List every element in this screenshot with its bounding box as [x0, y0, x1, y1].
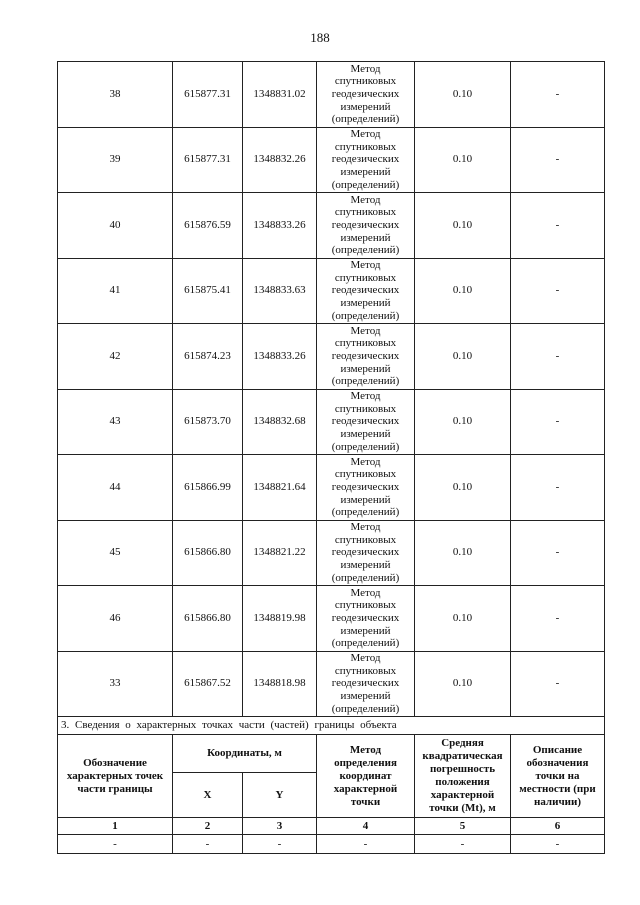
method-line: спутниковых — [334, 468, 397, 481]
point-cell: 38 — [58, 62, 173, 128]
method-line: измерений — [340, 166, 391, 179]
x-cell: 615874.23 — [173, 324, 243, 390]
mt-cell: 0.10 — [415, 651, 511, 717]
method-line: геодезических — [331, 87, 400, 100]
method-line: Метод — [350, 128, 381, 141]
empty-cell: - — [58, 835, 173, 854]
method-line: (определений) — [331, 506, 400, 519]
method-line: геодезических — [331, 415, 400, 428]
mt-cell: 0.10 — [415, 193, 511, 259]
mt-cell: 0.10 — [415, 520, 511, 586]
method-line: Метод — [350, 259, 381, 272]
method-line: спутниковых — [334, 140, 397, 153]
point-cell: 45 — [58, 520, 173, 586]
desc-cell: - — [511, 651, 605, 717]
section3-title-row — [58, 717, 605, 735]
method-cell — [317, 324, 415, 390]
x-cell: 615866.80 — [173, 586, 243, 652]
table-row — [58, 127, 605, 193]
point-cell: 41 — [58, 258, 173, 324]
method-line: Метод — [350, 521, 381, 534]
boundary-points-table — [57, 61, 605, 854]
y-cell: 1348819.98 — [243, 586, 317, 652]
page-number: 188 — [310, 30, 330, 45]
point-cell: 42 — [58, 324, 173, 390]
method-line: измерений — [340, 690, 391, 703]
section3-header-row-top — [58, 735, 605, 773]
method-line: спутниковых — [334, 206, 397, 219]
table-row — [58, 455, 605, 521]
method-line: спутниковых — [334, 664, 397, 677]
desc-cell: - — [511, 62, 605, 128]
desc-cell: - — [511, 324, 605, 390]
point-cell: 46 — [58, 586, 173, 652]
method-line: геодезических — [331, 611, 400, 624]
point-cell: 44 — [58, 455, 173, 521]
table-row — [58, 193, 605, 259]
column-number: 5 — [415, 818, 511, 835]
method-cell — [317, 62, 415, 128]
method-line: спутниковых — [334, 271, 397, 284]
method-line: спутниковых — [334, 599, 397, 612]
method-line: (определений) — [331, 113, 400, 126]
y-cell: 1348833.26 — [243, 324, 317, 390]
x-cell: 615867.52 — [173, 651, 243, 717]
x-cell: 615875.41 — [173, 258, 243, 324]
method-line: Метод — [350, 586, 381, 599]
table-row — [58, 62, 605, 128]
mt-cell: 0.10 — [415, 586, 511, 652]
desc-cell: - — [511, 389, 605, 455]
table-row — [58, 389, 605, 455]
point-cell: 43 — [58, 389, 173, 455]
method-line: (определений) — [331, 702, 400, 715]
column-number: 3 — [243, 818, 317, 835]
method-line: измерений — [340, 559, 391, 572]
desc-cell: - — [511, 127, 605, 193]
method-line: Метод — [350, 652, 381, 665]
method-line: спутниковых — [334, 337, 397, 350]
method-line: измерений — [340, 428, 391, 441]
point-cell: 40 — [58, 193, 173, 259]
method-line: геодезических — [331, 546, 400, 559]
method-line: (определений) — [331, 440, 400, 453]
table-row — [58, 324, 605, 390]
method-line: спутниковых — [334, 402, 397, 415]
desc-cell: - — [511, 520, 605, 586]
method-cell — [317, 193, 415, 259]
method-cell — [317, 389, 415, 455]
mt-cell: 0.10 — [415, 62, 511, 128]
method-line: Метод — [350, 62, 381, 75]
y-cell: 1348833.26 — [243, 193, 317, 259]
method-line: (определений) — [331, 244, 400, 257]
section3-body — [58, 717, 605, 854]
method-line: Метод — [350, 193, 381, 206]
method-cell — [317, 127, 415, 193]
mt-cell: 0.10 — [415, 389, 511, 455]
mt-cell: 0.10 — [415, 258, 511, 324]
empty-cell: - — [511, 835, 605, 854]
section3-title: 3. Сведения о характерных точках части (частей) границы объекта — [58, 717, 605, 735]
method-cell — [317, 520, 415, 586]
x-cell: 615876.59 — [173, 193, 243, 259]
mt-cell: 0.10 — [415, 455, 511, 521]
table-row — [58, 651, 605, 717]
x-cell: 615866.80 — [173, 520, 243, 586]
desc-cell: - — [511, 258, 605, 324]
method-line: геодезических — [331, 480, 400, 493]
method-line: спутниковых — [334, 75, 397, 88]
mt-cell: 0.10 — [415, 127, 511, 193]
header-designation: Обозначение характерных точек части границы — [58, 735, 173, 818]
empty-data-row — [58, 835, 605, 854]
method-line: (определений) — [331, 309, 400, 322]
header-x: X — [173, 773, 243, 818]
x-cell: 615877.31 — [173, 127, 243, 193]
points-table-body — [58, 62, 605, 717]
empty-cell: - — [415, 835, 511, 854]
mt-cell: 0.10 — [415, 324, 511, 390]
point-cell: 39 — [58, 127, 173, 193]
method-line: геодезических — [331, 677, 400, 690]
method-line: (определений) — [331, 571, 400, 584]
method-line: измерений — [340, 362, 391, 375]
empty-cell: - — [243, 835, 317, 854]
column-number: 1 — [58, 818, 173, 835]
empty-cell: - — [317, 835, 415, 854]
empty-cell: - — [173, 835, 243, 854]
x-cell: 615866.99 — [173, 455, 243, 521]
point-cell: 33 — [58, 651, 173, 717]
desc-cell: - — [511, 586, 605, 652]
table-row — [58, 520, 605, 586]
desc-cell: - — [511, 193, 605, 259]
y-cell: 1348821.64 — [243, 455, 317, 521]
method-line: Метод — [350, 390, 381, 403]
header-y: Y — [243, 773, 317, 818]
column-number: 4 — [317, 818, 415, 835]
method-line: геодезических — [331, 153, 400, 166]
method-line: геодезических — [331, 284, 400, 297]
method-line: Метод — [350, 455, 381, 468]
header-coords: Координаты, м — [173, 735, 317, 773]
x-cell: 615877.31 — [173, 62, 243, 128]
y-cell: 1348818.98 — [243, 651, 317, 717]
header-method: Метод определения координат характерной точки — [317, 735, 415, 818]
method-line: геодезических — [331, 218, 400, 231]
column-number: 6 — [511, 818, 605, 835]
method-line: (определений) — [331, 375, 400, 388]
method-line: геодезических — [331, 349, 400, 362]
header-desc: Описание обозначения точки на местности (при наличии) — [511, 735, 605, 818]
method-line: измерений — [340, 493, 391, 506]
method-cell — [317, 651, 415, 717]
method-cell — [317, 258, 415, 324]
method-line: спутниковых — [334, 533, 397, 546]
method-cell — [317, 586, 415, 652]
method-line: (определений) — [331, 637, 400, 650]
x-cell: 615873.70 — [173, 389, 243, 455]
y-cell: 1348833.63 — [243, 258, 317, 324]
method-line: измерений — [340, 624, 391, 637]
method-line: измерений — [340, 231, 391, 244]
column-number: 2 — [173, 818, 243, 835]
y-cell: 1348821.22 — [243, 520, 317, 586]
header-mt: Средняя квадратическая погрешность положения характерной точки (Mt), м — [415, 735, 511, 818]
desc-cell: - — [511, 455, 605, 521]
method-line: измерений — [340, 297, 391, 310]
method-line: Метод — [350, 324, 381, 337]
y-cell: 1348832.68 — [243, 389, 317, 455]
method-line: измерений — [340, 100, 391, 113]
column-numbers-row — [58, 818, 605, 835]
table-row — [58, 586, 605, 652]
y-cell: 1348831.02 — [243, 62, 317, 128]
y-cell: 1348832.26 — [243, 127, 317, 193]
table-row — [58, 258, 605, 324]
method-cell — [317, 455, 415, 521]
method-line: (определений) — [331, 178, 400, 191]
